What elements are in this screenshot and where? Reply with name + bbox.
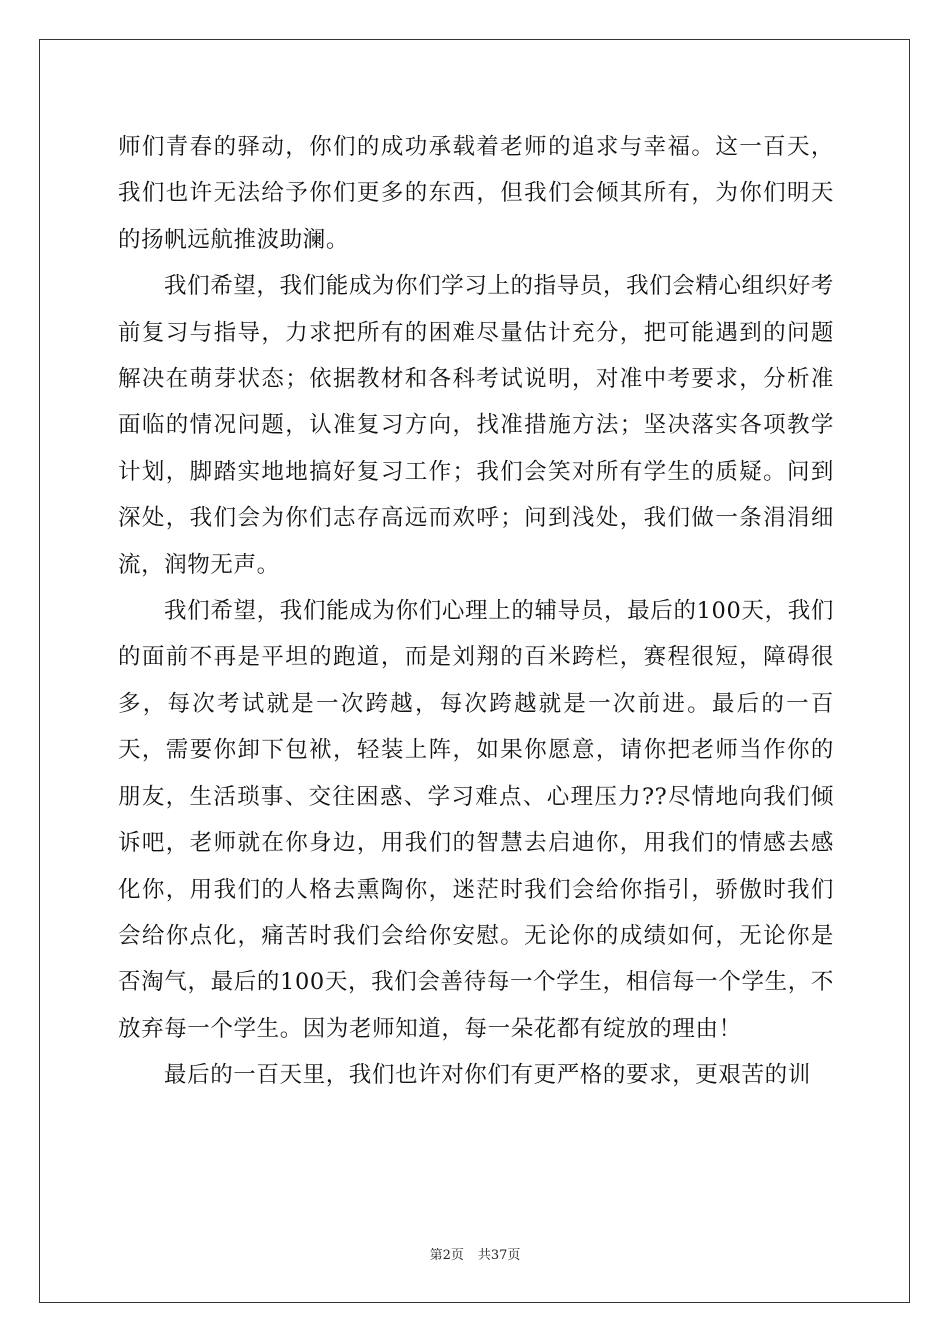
- paragraph-1: 师们青春的驿动，你们的成功承载着老师的追求与幸福。这一百天，我们也许无法给予你们更多的东西，但我们会倾其所有，为你们明天的扬帆远航推波助澜。: [118, 134, 834, 253]
- paragraph-4: 最后的一百天里，我们也许对你们有更严格的要求，更艰苦的训: [164, 1062, 811, 1089]
- page-total: 共37页: [477, 1248, 521, 1263]
- document-body: [118, 124, 834, 1099]
- paragraph-3: 我们希望，我们能成为你们心理上的辅导员，最后的100天，我们的面前不再是平坦的跑道，而是刘翔的百米跨栏，赛程很短，障碍很多，每次考试就是一次跨越，每次跨越就是一次前进。最后的一百天，需要你卸下包袱，轻装上阵，如果你愿意，请你把老师当作你的朋友，生活琐事、交往困惑、学习难点、心理压力??尽情地向我们倾诉吧，老师就在你身边，用我们的智慧去启迪你，用我们的情感去感化你，用我们的人格去熏陶你，迷茫时我们会给你指引，骄傲时我们会给你点化，痛苦时我们会给你安慰。无论你的成绩如何，无论你是否淘气，最后的100天，我们会善待每一个学生，相信每一个学生，不放弃每一个学生。因为老师知道，每一朵花都有绽放的理由！: [118, 598, 834, 1042]
- page-footer: [0, 1247, 950, 1265]
- page-number: 第2页: [429, 1248, 464, 1263]
- paragraph-2: 我们希望，我们能成为你们学习上的指导员，我们会精心组织好考前复习与指导，力求把所有的困难尽量估计充分，把可能遇到的问题解决在萌芽状态；依据教材和各科考试说明，对准中考要求，分析准面临的情况问题，认准复习方向，找准措施方法；坚决落实各项教学计划，脚踏实地地搞好复习工作；我们会笑对所有学生的质疑。问到深处，我们会为你们志存高远而欢呼；问到浅处，我们做一条涓涓细流，润物无声。: [118, 273, 834, 578]
